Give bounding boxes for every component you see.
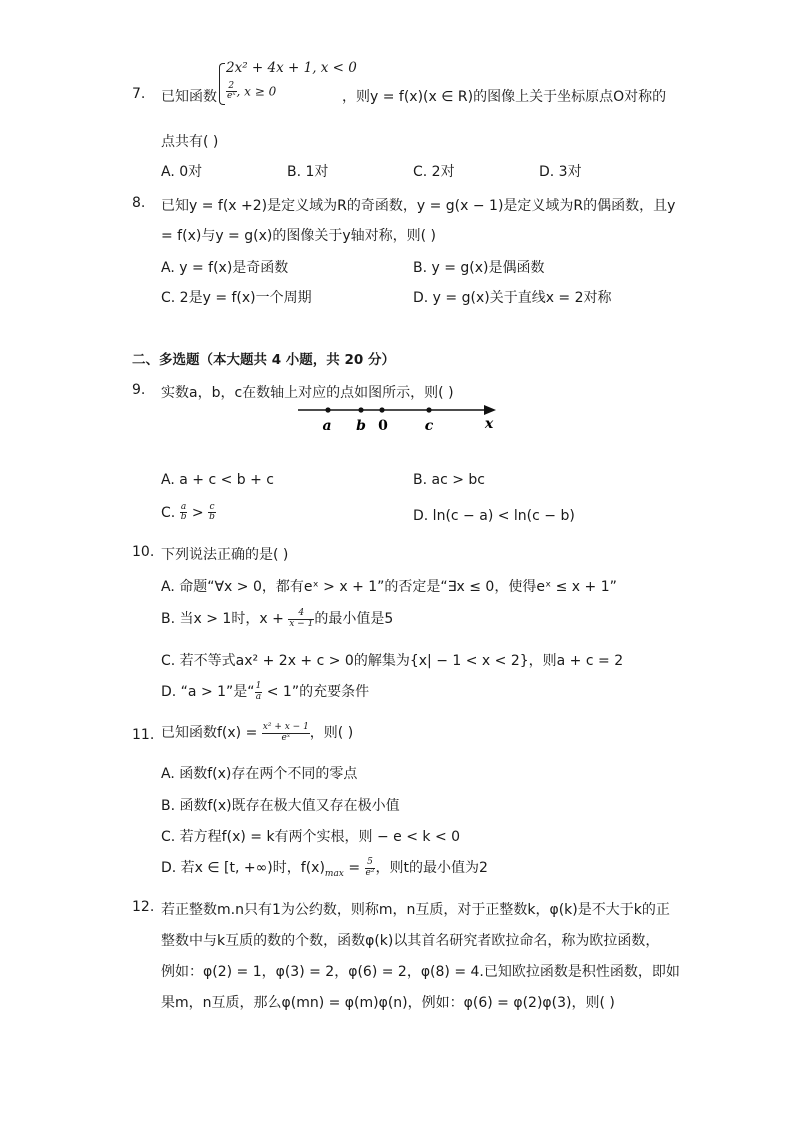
q8-option-b: B. y = g(x)是偶函数 xyxy=(413,260,545,276)
section-header-multiple-choice: 二、多选题（本大题共 4 小题，共 20 分） xyxy=(132,352,395,368)
q11-option-d: D. 若x ∈ [t, +∞)时，$f(x)_{max}$ = $\frac{5}{\text{e²}}$ ，则t的最小值为2 xyxy=(161,857,488,879)
point-c xyxy=(426,407,431,412)
q11-option-c: C. 若方程f(x) = k有两个实根，则 − e < k < 0 xyxy=(161,829,461,845)
q10-option-b: B. 当x > 1时，x + $\frac{4}{x - 1}$ 的最小值是5 xyxy=(161,608,394,629)
q12-line2: 整数中与k互质的数的个数，函数φ(k)以其首名研究者欧拉命名，称为欧拉函数， xyxy=(161,933,660,949)
axis-label-zero: 0 xyxy=(378,418,388,434)
q7-option-a: A. 0对 xyxy=(161,164,203,180)
q8-option-c: C. 2是y = f(x)一个周期 xyxy=(161,290,312,306)
axis-label-a: a xyxy=(322,418,332,434)
q7-case2: $\frac{2}{\text{eˣ}}$ , x ≥ 0 xyxy=(227,81,277,102)
q7-prefix: 已知函数 xyxy=(161,89,217,105)
q8-line1: 已知y = f(x +2)是定义域为R的奇函数，y = g(x − 1)是定义域为R的偶函数，且y xyxy=(161,198,676,214)
q12-line1: 若正整数m.n只有1为公约数，则称m，n互质，对于正整数k，φ(k)是不大于k的正 xyxy=(161,902,670,918)
q7-number: 7. xyxy=(132,86,146,102)
q9-number: 9. xyxy=(132,382,146,398)
q10-line1: 下列说法正确的是( ) xyxy=(161,547,289,563)
point-a xyxy=(325,407,330,412)
q8-number: 8. xyxy=(132,195,146,211)
q10-option-a: A. 命题“∀x > 0，都有eˣ > x + 1”的否定是“∃x ≤ 0，使得eˣ ≤ x + 1” xyxy=(161,579,617,595)
q10-option-c: C. 若不等式ax² + 2x + c > 0的解集为{x| − 1 < x < 2}，则a + c = 2 xyxy=(161,653,624,669)
point-zero xyxy=(379,407,384,412)
q8-option-d: D. y = g(x)关于直线x = 2对称 xyxy=(413,290,612,306)
q12-line3: 例如：φ(2) = 1，φ(3) = 2，φ(6) = 2，φ(8) = 4.已知欧拉函数是积性函数，即如 xyxy=(161,964,680,980)
q7-line2: 点共有( ) xyxy=(161,134,219,150)
arrow-icon xyxy=(484,405,496,415)
q9-option-a: A. a + c < b + c xyxy=(161,472,274,488)
q9-option-c: C. $\frac{a}{b}$ > $\frac{c}{b}$ xyxy=(161,502,215,523)
q11-line1: 已知函数f(x) = $\frac{\text{x² + x − 1}}{\text{eˣ}}$ ，则( ) xyxy=(161,722,354,743)
q7-suffix: ，则y = f(x)(x ∈ R)的图像上关于坐标原点O对称的 xyxy=(342,89,667,105)
q12-line4: 果m，n互质，那么φ(mn) = φ(m)φ(n)，例如：φ(6) = φ(2)φ(3)，则( ) xyxy=(161,995,615,1011)
q7-option-c: C. 2对 xyxy=(413,164,455,180)
q9-option-d: D. ln(c − a) < ln(c − b) xyxy=(413,508,575,524)
point-b xyxy=(358,407,363,412)
q7-option-b: B. 1对 xyxy=(287,164,329,180)
axis-label-x: x xyxy=(484,416,494,432)
number-line-diagram xyxy=(290,398,510,438)
q8-line2: = f(x)与y = g(x)的图像关于y轴对称，则( ) xyxy=(161,228,436,244)
q11-option-b: B. 函数f(x)既存在极大值又存在极小值 xyxy=(161,798,400,814)
q10-option-d: D. “a > 1”是“ $\frac{1}{a}$ < 1”的充要条件 xyxy=(161,681,370,702)
q12-number: 12. xyxy=(132,899,155,915)
axis-label-b: b xyxy=(356,418,366,434)
q10-number: 10. xyxy=(132,544,155,560)
q9-option-b: B. ac > bc xyxy=(413,472,485,488)
axis-label-c: c xyxy=(424,418,434,434)
q11-number: 11. xyxy=(132,727,155,743)
q9-line1: 实数a，b，c在数轴上对应的点如图所示，则( ) xyxy=(161,385,454,401)
q7-option-d: D. 3对 xyxy=(539,164,582,180)
left-brace-icon xyxy=(219,63,225,105)
q8-option-a: A. y = f(x)是奇函数 xyxy=(161,260,289,276)
q7-case1: 2x² + 4x + 1, x < 0 xyxy=(226,60,357,76)
q11-option-a: A. 函数f(x)存在两个不同的零点 xyxy=(161,766,358,782)
